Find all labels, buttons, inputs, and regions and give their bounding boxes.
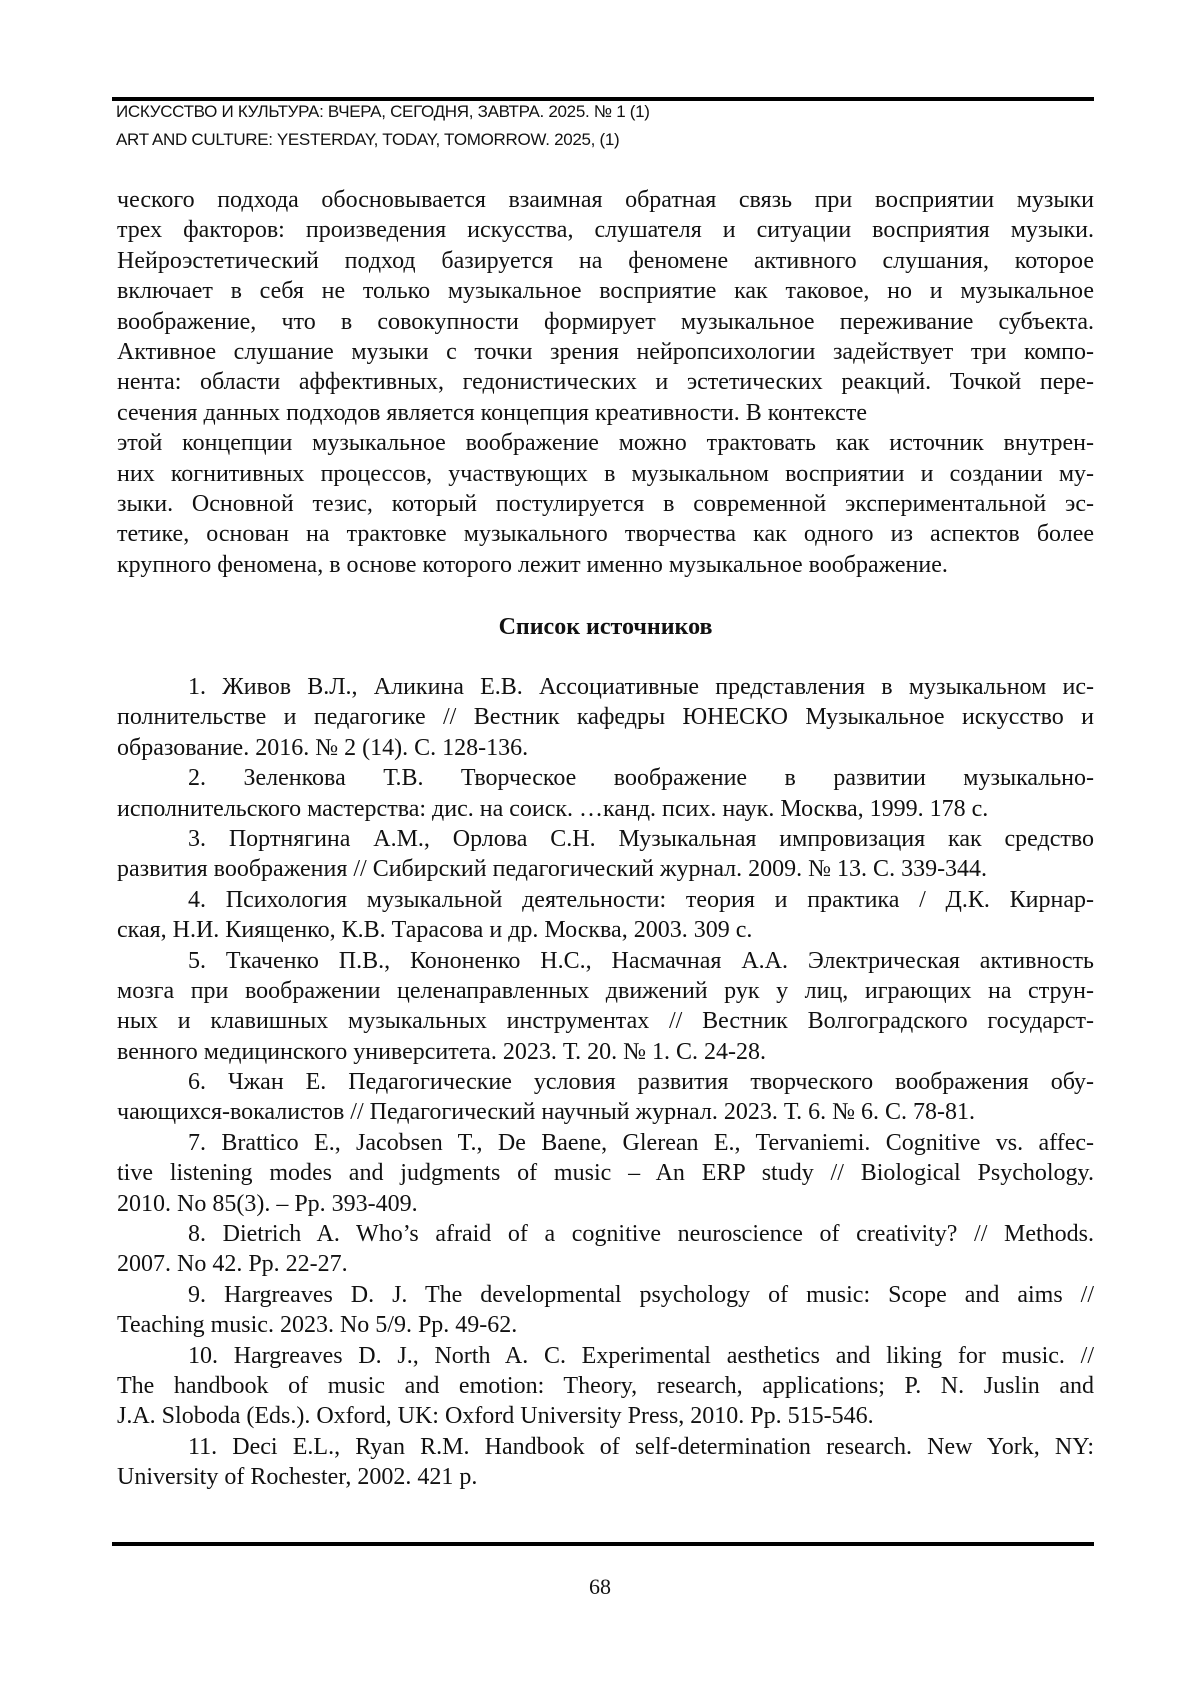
body-text (117, 185, 1094, 580)
text-line: развития воображения // Сибирский педагогический журнал. 2009. № 13. С. 339-344. (117, 854, 1094, 884)
text-line: ская, Н.И. Киященко, К.В. Тарасова и др. Москва, 2003. 309 с. (117, 915, 1094, 945)
reference-item (117, 763, 1094, 824)
text-line: крупного феномена, в основе которого лежит именно музыкальное воображение. (117, 550, 1094, 580)
reference-item (117, 885, 1094, 946)
text-line: мозга при воображении целенаправленных движений рук у лиц, играющих на струн- (117, 976, 1094, 1006)
text-line: Teaching music. 2023. No 5/9. Pp. 49-62. (117, 1310, 1094, 1340)
text-line: 2010. No 85(3). – Pp. 393-409. (117, 1189, 1094, 1219)
text-line: 3. Портнягина А.М., Орлова С.Н. Музыкальная импровизация как средство (117, 824, 1094, 854)
text-line: 5. Ткаченко П.В., Кононенко Н.С., Насмачная А.А. Электрическая активность (117, 946, 1094, 976)
text-line: чающихся-вокалистов // Педагогический научный журнал. 2023. Т. 6. № 6. С. 78-81. (117, 1097, 1094, 1127)
text-line: воображение, что в совокупности формирует музыкальное переживание субъекта. (117, 307, 1094, 337)
text-line: ческого подхода обосновывается взаимная обратная связь при восприятии музыки (117, 185, 1094, 215)
text-line: The handbook of music and emotion: Theory, research, applications; P. N. Juslin and (117, 1371, 1094, 1401)
text-line: Нейроэстетический подход базируется на феномене активного слушания, которое (117, 246, 1094, 276)
text-line: 11. Deci E.L., Ryan R.M. Handbook of self-determination research. New York, NY: (117, 1432, 1094, 1462)
reference-item (117, 946, 1094, 1068)
text-line: J.A. Sloboda (Eds.). Oxford, UK: Oxford University Press, 2010. Pp. 515-546. (117, 1401, 1094, 1431)
reference-item (117, 1067, 1094, 1128)
text-line: трех факторов: произведения искусства, слушателя и ситуации восприятия музыки. (117, 215, 1094, 245)
journal-title-ru: ИСКУССТВО И КУЛЬТУРА: ВЧЕРА, СЕГОДНЯ, ЗАВТРА. 2025. № 1 (1) (116, 98, 650, 126)
references-list (117, 672, 1094, 1493)
paragraph (117, 428, 1094, 580)
references-heading: Список источников (117, 612, 1094, 642)
journal-title-en: ART AND CULTURE: YESTERDAY, TODAY, TOMORROW. 2025, (1) (116, 126, 619, 154)
text-line: 8. Dietrich A. Who’s afraid of a cognitive neuroscience of creativity? // Methods. (117, 1219, 1094, 1249)
reference-item (117, 1219, 1094, 1280)
footer-rule (112, 1542, 1094, 1546)
text-line: 9. Hargreaves D. J. The developmental psychology of music: Scope and aims // (117, 1280, 1094, 1310)
text-line: University of Rochester, 2002. 421 p. (117, 1462, 1094, 1492)
text-line: 4. Психология музыкальной деятельности: теория и практика / Д.К. Кирнар- (117, 885, 1094, 915)
reference-item (117, 1280, 1094, 1341)
text-line: 6. Чжан Е. Педагогические условия развития творческого воображения обу- (117, 1067, 1094, 1097)
reference-item (117, 672, 1094, 763)
page-number: 68 (0, 1574, 1200, 1600)
text-line: нента: области аффективных, гедонистических и эстетических реакций. Точкой пере- (117, 367, 1094, 397)
text-line: Активное слушание музыки с точки зрения нейропсихологии задействует три компо- (117, 337, 1094, 367)
text-line: сечения данных подходов является концепция креативности. В контексте (117, 398, 1094, 428)
reference-item (117, 824, 1094, 885)
text-line: 2007. No 42. Pp. 22-27. (117, 1249, 1094, 1279)
text-line: образование. 2016. № 2 (14). С. 128-136. (117, 733, 1094, 763)
text-line: тетике, основан на трактовке музыкального творчества как одного из аспектов более (117, 519, 1094, 549)
text-line: ных и клавишных музыкальных инструментах // Вестник Волгоградского государст- (117, 1006, 1094, 1036)
text-line: включает в себя не только музыкальное восприятие как таковое, но и музыкальное (117, 276, 1094, 306)
reference-item (117, 1341, 1094, 1432)
text-line: этой концепции музыкальное воображение можно трактовать как источник внутрен- (117, 428, 1094, 458)
text-line: венного медицинского университета. 2023. Т. 20. № 1. С. 24-28. (117, 1037, 1094, 1067)
text-line: 7. Brattico E., Jacobsen T., De Baene, Glerean E., Tervaniemi. Cognitive vs. affec- (117, 1128, 1094, 1158)
reference-item (117, 1128, 1094, 1219)
text-line: 2. Зеленкова Т.В. Творческое воображение в развитии музыкально- (117, 763, 1094, 793)
reference-item (117, 1432, 1094, 1493)
text-line: полнительстве и педагогике // Вестник кафедры ЮНЕСКО Музыкальное искусство и (117, 702, 1094, 732)
document-page (0, 0, 1200, 1697)
text-line: tive listening modes and judgments of music – An ERP study // Biological Psychology. (117, 1158, 1094, 1188)
paragraph (117, 185, 1094, 428)
text-line: исполнительского мастерства: дис. на соиск. …канд. псих. наук. Москва, 1999. 178 с. (117, 794, 1094, 824)
text-line: 10. Hargreaves D. J., North A. C. Experimental aesthetics and liking for music. // (117, 1341, 1094, 1371)
text-line: них когнитивных процессов, участвующих в музыкальном восприятии и создании му- (117, 459, 1094, 489)
text-line: зыки. Основной тезис, который постулируется в современной экспериментальной эс- (117, 489, 1094, 519)
text-line: 1. Живов В.Л., Аликина Е.В. Ассоциативные представления в музыкальном ис- (117, 672, 1094, 702)
